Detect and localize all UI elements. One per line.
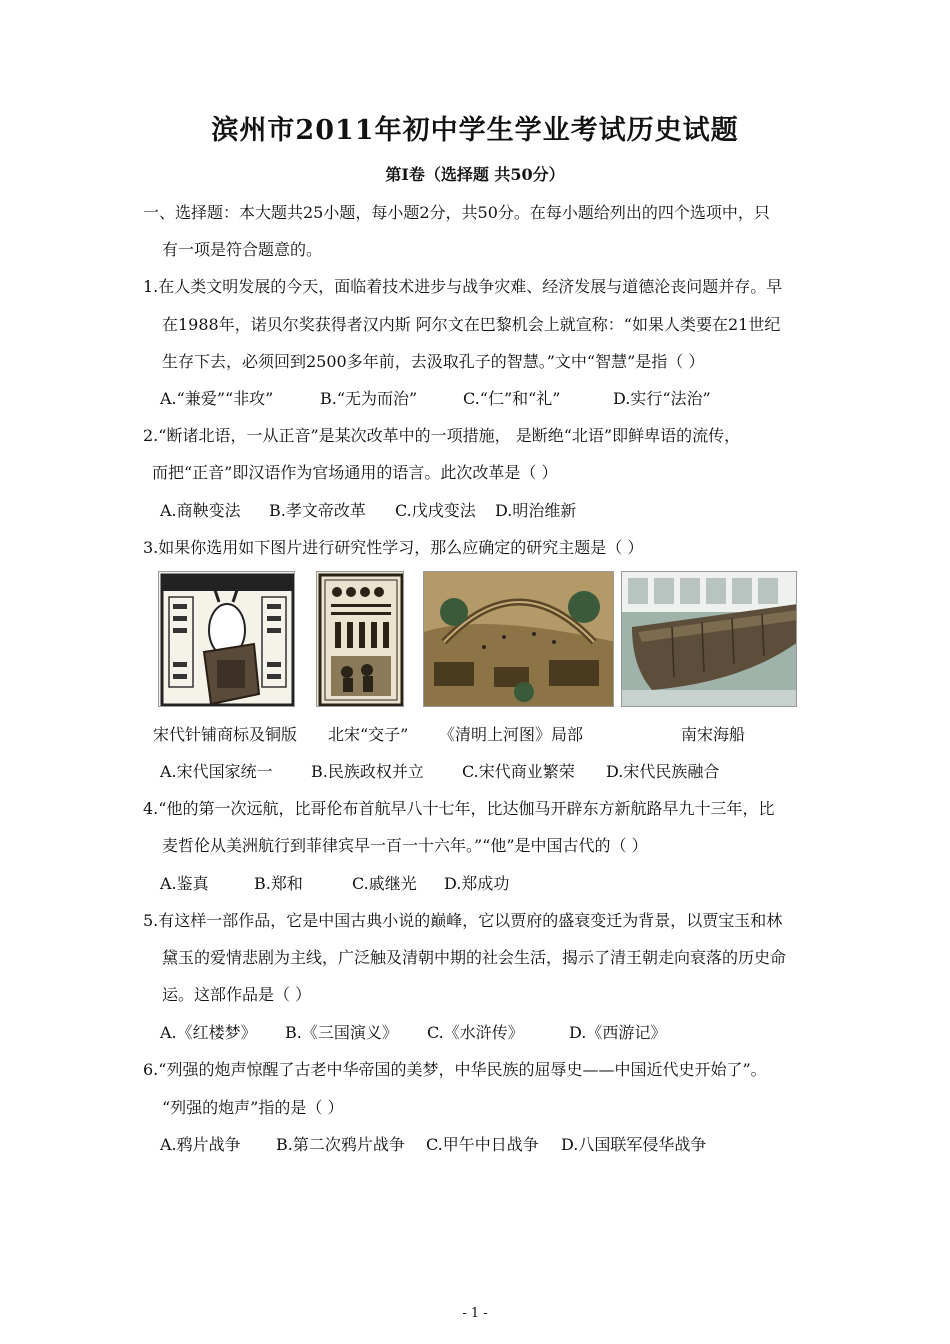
q6-option-d: D.八国联军侵华战争 bbox=[561, 1135, 707, 1154]
q6-option-c: C.甲午中日战争 bbox=[426, 1135, 539, 1154]
q6-options bbox=[160, 1135, 706, 1155]
q6-line1: 6.“列强的炮声惊醒了古老中华帝国的美梦，中华民族的屈辱史——中国近代史开始了”。 bbox=[143, 1060, 767, 1079]
q3-option-c: C.宋代商业繁荣 bbox=[462, 762, 575, 781]
q3-option-b: B.民族政权并立 bbox=[311, 762, 424, 781]
q2-option-b: B.孝文帝改革 bbox=[269, 501, 366, 520]
q4-option-a: A.鉴真 bbox=[160, 874, 209, 893]
q6-option-a: A.鸦片战争 bbox=[160, 1135, 241, 1154]
q4-option-c: C.戚继光 bbox=[352, 874, 417, 893]
section-instruction-line2: 有一项是符合题意的。 bbox=[162, 240, 323, 259]
q5-option-a: A.《红楼梦》 bbox=[160, 1023, 257, 1042]
q1-option-b: B.“无为而治” bbox=[320, 389, 418, 408]
q2-option-c: C.戊戌变法 bbox=[395, 501, 476, 520]
q2-option-d: D.明治维新 bbox=[495, 501, 577, 520]
jiaozi-currency-image bbox=[316, 571, 404, 707]
caption-qingming: 《清明上河图》局部 bbox=[439, 725, 584, 744]
q1-line3: 生存下去，必须回到2500多年前，去汲取孔子的智慧。”文中“智慧”是指（ ） bbox=[162, 352, 705, 371]
q4-option-b: B.郑和 bbox=[254, 874, 303, 893]
q5-option-d: D.《西游记》 bbox=[569, 1023, 667, 1042]
needle-shop-trademark-image bbox=[158, 571, 295, 707]
q5-option-c: C.《水浒传》 bbox=[427, 1023, 524, 1042]
q4-line1: 4.“他的第一次远航，比哥伦布首航早八十七年，比达伽马开辟东方新航路早九十三年，比 bbox=[143, 799, 775, 818]
q2-line2: 而把“正音”即汉语作为官场通用的语言。此次改革是（ ） bbox=[152, 463, 558, 482]
q3-options bbox=[160, 762, 719, 782]
section-instruction-line1: 一、选择题：本大题共25小题，每小题2分，共50分。在每小题给列出的四个选项中，只 bbox=[143, 203, 770, 222]
exam-title: 滨州市2011年初中学生学业考试历史试题 bbox=[211, 115, 739, 146]
q3-option-d: D.宋代民族融合 bbox=[606, 762, 720, 781]
q5-option-b: B.《三国演义》 bbox=[285, 1023, 398, 1042]
section-subtitle: 第Ⅰ卷（选择题 共50分） bbox=[385, 165, 565, 184]
q3-option-a: A.宋代国家统一 bbox=[160, 762, 273, 781]
q5-line3: 运。这部作品是（ ） bbox=[162, 985, 312, 1004]
q1-line2: 在1988年，诺贝尔奖获得者汉内斯 阿尔文在巴黎机会上就宣称：“如果人类要在21世纪 bbox=[162, 315, 781, 334]
q5-options bbox=[160, 1023, 666, 1043]
q1-option-a: A.“兼爱”“非攻” bbox=[160, 389, 274, 408]
q1-line1: 1.在人类文明发展的今天，面临着技术进步与战争灾难、经济发展与道德沦丧问题并存。早 bbox=[143, 277, 783, 296]
q6-line2: “列强的炮声”指的是（ ） bbox=[162, 1098, 344, 1117]
q2-options bbox=[160, 501, 576, 521]
q2-line1: 2.“断诸北语，一从正音”是某次改革中的一项措施， 是断绝“北语”即鲜卑语的流传， bbox=[143, 426, 741, 445]
caption-jiaozi: 北宋“交子” bbox=[328, 725, 409, 744]
q4-option-d: D.郑成功 bbox=[444, 874, 510, 893]
caption-needle-shop: 宋代针铺商标及铜版 bbox=[153, 725, 298, 744]
q2-option-a: A.商鞅变法 bbox=[160, 501, 241, 520]
caption-sea-ship: 南宋海船 bbox=[681, 725, 746, 744]
qingming-painting-image bbox=[423, 571, 614, 707]
q6-option-b: B.第二次鸦片战争 bbox=[276, 1135, 405, 1154]
q3-line1: 3.如果你选用如下图片进行研究性学习，那么应确定的研究主题是（ ） bbox=[143, 538, 644, 557]
q5-line1: 5.有这样一部作品，它是中国古典小说的巅峰，它以贾府的盛衰变迁为背景，以贾宝玉和林 bbox=[143, 911, 783, 930]
q1-option-c: C.“仁”和“礼” bbox=[463, 389, 561, 408]
q4-line2: 麦哲伦从美洲航行到菲律宾早一百一十六年。”“他”是中国古代的（ ） bbox=[162, 836, 648, 855]
q4-options bbox=[160, 874, 509, 894]
q5-line2: 黛玉的爱情悲剧为主线，广泛触及清朝中期的社会生活，揭示了清王朝走向衰落的历史命 bbox=[162, 948, 787, 967]
page-number: - 1 - bbox=[462, 1306, 488, 1321]
q1-option-d: D.实行“法治” bbox=[613, 389, 711, 408]
southern-song-ship-image bbox=[621, 571, 797, 707]
q1-options bbox=[160, 389, 711, 409]
